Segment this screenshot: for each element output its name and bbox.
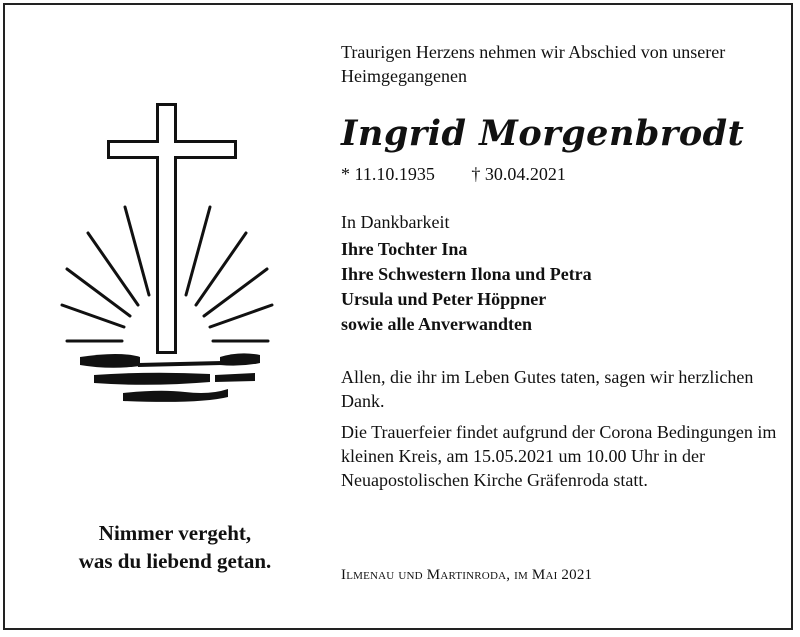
- birth-date: * 11.10.1935: [341, 164, 435, 184]
- mourner-line: Ihre Schwestern Ilona und Petra: [341, 264, 592, 284]
- cross-icon: [107, 103, 237, 354]
- mourner-line: Ihre Tochter Ina: [341, 239, 468, 259]
- water-waves-icon: [80, 353, 260, 402]
- intro-text: Traurigen Herzens nehmen wir Abschied von unserer Heimgegangenen: [341, 42, 726, 86]
- deceased-name: Ingrid Morgenbrodt: [341, 113, 745, 154]
- mourner-line: sowie alle Anverwandten: [341, 314, 532, 334]
- motto: [40, 519, 310, 575]
- sun-rays-icon: [62, 207, 272, 341]
- notice-text: [341, 40, 781, 492]
- place-date-footer: Ilmenau und Martinroda, im Mai 2021: [341, 567, 593, 583]
- thanks-paragraph: Allen, die ihr im Leben Gutes taten, sagen wir herzlichen Dank.: [341, 367, 754, 411]
- death-date: † 30.04.2021: [471, 164, 566, 184]
- mourner-line: Ursula und Peter Höppner: [341, 289, 547, 309]
- life-dates: [341, 162, 781, 186]
- motto-line-1: Nimmer vergeht,: [98, 521, 252, 545]
- funeral-paragraph: Die Trauerfeier findet aufgrund der Corona Bedingungen im kleinen Kreis, am 15.05.2021 um 10.00 Uhr in der Neuapostolischen Kirche Gräfenroda statt.: [341, 422, 777, 490]
- motto-line-2: was du liebend getan.: [78, 549, 272, 573]
- cross-emblem-icon: [50, 95, 300, 415]
- thanks-heading: In Dankbarkeit: [341, 212, 450, 232]
- mourners-list: [341, 237, 781, 337]
